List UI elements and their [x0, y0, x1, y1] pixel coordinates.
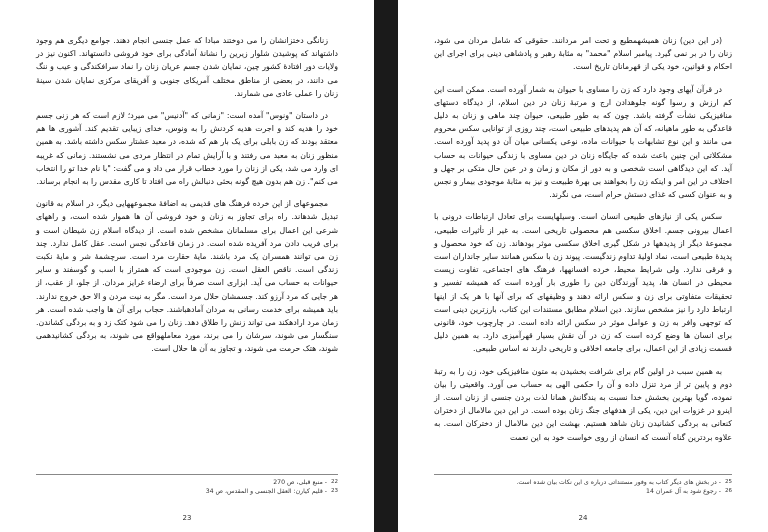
footnote-text: - قلیم کیارن: العقل الجنسی و المقدس، ص 34 [205, 488, 327, 495]
footnote-number: 25 [725, 479, 732, 485]
footnote-number: 26 [725, 488, 732, 494]
right-page [398, 0, 768, 532]
paragraph: مجموعهای از این خرده فرهنگ های قدیمی به اضافهٔ مجموعههایی دیگر، در اسلام به قانون تبدیل شدهاند. راه برای تجاوز به زنان و خود فروشی آن ها هموار شده است، و راههای شرعی این اعمال برای مسلمانان مشخص شده است. از دیدگاه اسلام زن شیطان است و برای فریب دادن مرد آفریده شده است. در زمان قاعدگی نجس است. عقل کامل ندارد. چند زن می توانند همسران یک مرد باشند. مایهٔ حقارت مرد است. سرچشمهٔ شر و مایهٔ نکبت زندگی است. ناقص العقل است. زن موجودی است که همتراز با اسب و گوسفند و سایر حیوانات به حساب می آید. ابزاری است صرفاً برای ارضاء غرایز مردان. از جلو، از عقب، از هر جایی که مرد آرزو کند. جسمشان حلال مرد است. مگر به نیت مردن و الا حق خروج ندارند. باید همیشه برای خدمت رسانی به مردان آمادهباشند. حجاب برای آن ها واجب شده است. هر زمان مرد ارادهکند می تواند زنش را طلاق دهد. زنان را می شود کتک زد و به بردگی کشاندن. سنگسار می شوند، سرشان را می برند، مورد معاملهواقع می شوند، به بردگی کشانیدهمی شوند، هتک حرمت می شوند، و تجاوز به آن ها حلال است. [36, 199, 338, 354]
footnote-number: 23 [331, 488, 338, 494]
footnote-text: - رجوع شود به آل عمران 14 [646, 488, 721, 495]
paragraph: سکس یکی از نیازهای طبیعی انسان است. وسیلهایست برای تعادل ارتباطات درونی با اعمال بیرونی جسم. اخلاق سکسی هم محصولی تاریخی است. به غیر از تأثیرات طبیعی، مجموعهٔ دیگر از پدیدهها در شکل گیری اخلاق سکسی موثر بودهاند. زن که خود محصول و پدیدهٔ طبیعی است، نماد اولیهٔ تداوم زندگیست. پیوند زن با سکس همانند سایر جانداران است و فرقی ندارد. ولی شرایط محیط، خرده افسانهها، فرهنگ های اجتماعی، تفاوت زیست محیطی در انسان ها، پدید آورندگان دین را طوری بار آورده است که همیشه تفسیر و تحقیقات متفاوتی برای زن و سکس ارائه دهند و وظیفهای که برای آنها با هر یک از اینها ارتباط دارد را نیز مشخص سازند. دین اسلام مطابق مستندات این کتاب، بارزترین دینی است که توجهی وافر به زن و عوامل موثر در سکس ارائه داده است. در چارچوب خود، قانونی برای انسان ها وضع کرده است که زن در آن نقش بسیار قهرآمیزی دارد. به همین دلیل قسمت زیادی از این اعمال، برای جامعه اخلاقی و تاریخی دارند نه اساس طبیعی. [434, 212, 732, 354]
left-page [0, 0, 374, 532]
paragraph: (در این دین) زنان همیشهمطیع و تحت امر مردانند. حقوقی که شامل مردان می شود، زنان را در بر نمی گیرد. پیامبر اسلام "محمد" به مثابهٔ رهبر و پادشاهی دینی برای اجرای این احکام و قوانین، خود یکی از قهرمانان تاریخ است. [434, 36, 732, 72]
footnote [36, 478, 338, 487]
page-number: 24 [578, 514, 588, 522]
footnote [36, 487, 338, 496]
footnote [434, 478, 732, 487]
footnote-text: - در بخش های دیگر کتاب به وفور مستنداتی درباره ی این نکات بیان شده است. [516, 479, 721, 486]
paragraph: در قرآن آیهای وجود دارد که زن را مساوی با حیوان به شمار آورده است. ممکن است این کم ارزش و رسوا گونه جلوهدادن ارج و مرتبهٔ زنان در دین اسلام، از دیدگاه دستهای منافیزیکی نشأت گرفته باشد. چون که به طور طبیعی، حیوان چند ماهی و زنان به دلیل قاعدگی به طور ماهیانه، که آن هم پدیدهای طبیعی است، چند روزی از توانایی سکس محروم می مانند و این نوع تشابهات با حیوانات ماده، نوعی یکسانی میان آن دو پدید آورده است. مشکلاتی این چنین باعث شده که جایگاه زنان در دین مساوی با زندگی حیوانات به حساب آید. که این دیدگاهی است شخصی و به دور از مکان و زمان و در عین حال متکی بر جهل و اختلاف در این امر و اینکه زن را بخواهند بی بهرهٔ طبیعت و نیز به مثابهٔ موجودی بیمار و نجس و به عنوان کسی که غذای دستش حرام است، می نگرند. [434, 84, 732, 200]
footnote-text: - منبع قبلی، ص 270 [273, 479, 327, 486]
footnote [434, 487, 732, 496]
footnotes [434, 474, 732, 496]
page-gutter [374, 0, 398, 532]
page-number: 23 [182, 514, 192, 522]
footnote-number: 22 [331, 479, 338, 485]
footnotes [36, 474, 338, 496]
paragraph: به همین سبب در اولین گام برای شرافت بخشیدن به متون متافیزیکی خود، زن را به رتبهٔ دوم و پایین تر از مرد تنزل داده و آن را حکمی الهی به حساب می آورد. واقعیتی را بیان نموده، گویا بهترین بخشش خدا نسبت به بندگانش همانا لذت بردن جنسی از زنان است. از اینرو در غزوات این دین، یکی از هدفهای جنگ زنان بوده است. در این دین مالامال از دختران کنعانی به بردگی کشانیدن زنان شاهد هستیم. بهشت این دین مالامال از دخترکان است. به علاوه بردترین گناه آنست که انسان از روی خواست خود به این نعمت [434, 366, 732, 442]
paragraph: در داستان "ونوس" آمده است: "زمانی که "آدنیس" می میرد؛ لازم است که هر زنی جسم خود را هدیه کند و اجرت هدیه کردنش را به ونوس، خدای زیبایی تقدیم کند. آشوری ها هم معتقد بودند که زن بابلی برای یک بار هم که شده، در معبد عشتار سکس داشته باشد. به همین منظور زنان به معبد می رفتند و با آرایش تمام در انتظار مردی می نشستند. زمانی که غریبه ای وارد می شد، یکی از زنان را مورد خطاب قرار می داد و می گفت: "با نام خدا تو را انتخاب می کنم". زن هم بدون هیچ گونه بحثی دنبالش راه می افتاد تا کاری مقدس را به انجام برساند. [36, 111, 338, 187]
paragraph: زنانگی دختزانشان را می دوختند مبادا که عمل جنسی انجام دهند. جوامع دیگری هم وجود داشتهاند که پوشیدن شلوار زیرین را نشانهٔ آمادگی برای خود فروشی دانستهاند. اکنون نیز در ولایات دور افتادهٔ کشور چین، نمایان شدن جسم عریان زنان را نماد سرافکندگی و عیب و ننگ می دانند، در بعضی از مناطق مختلف آمریکای جنوبی و آفریقای مرکزی نمایان شدن سینهٔ زنان را عملی عادی می شمارند. [36, 36, 338, 98]
